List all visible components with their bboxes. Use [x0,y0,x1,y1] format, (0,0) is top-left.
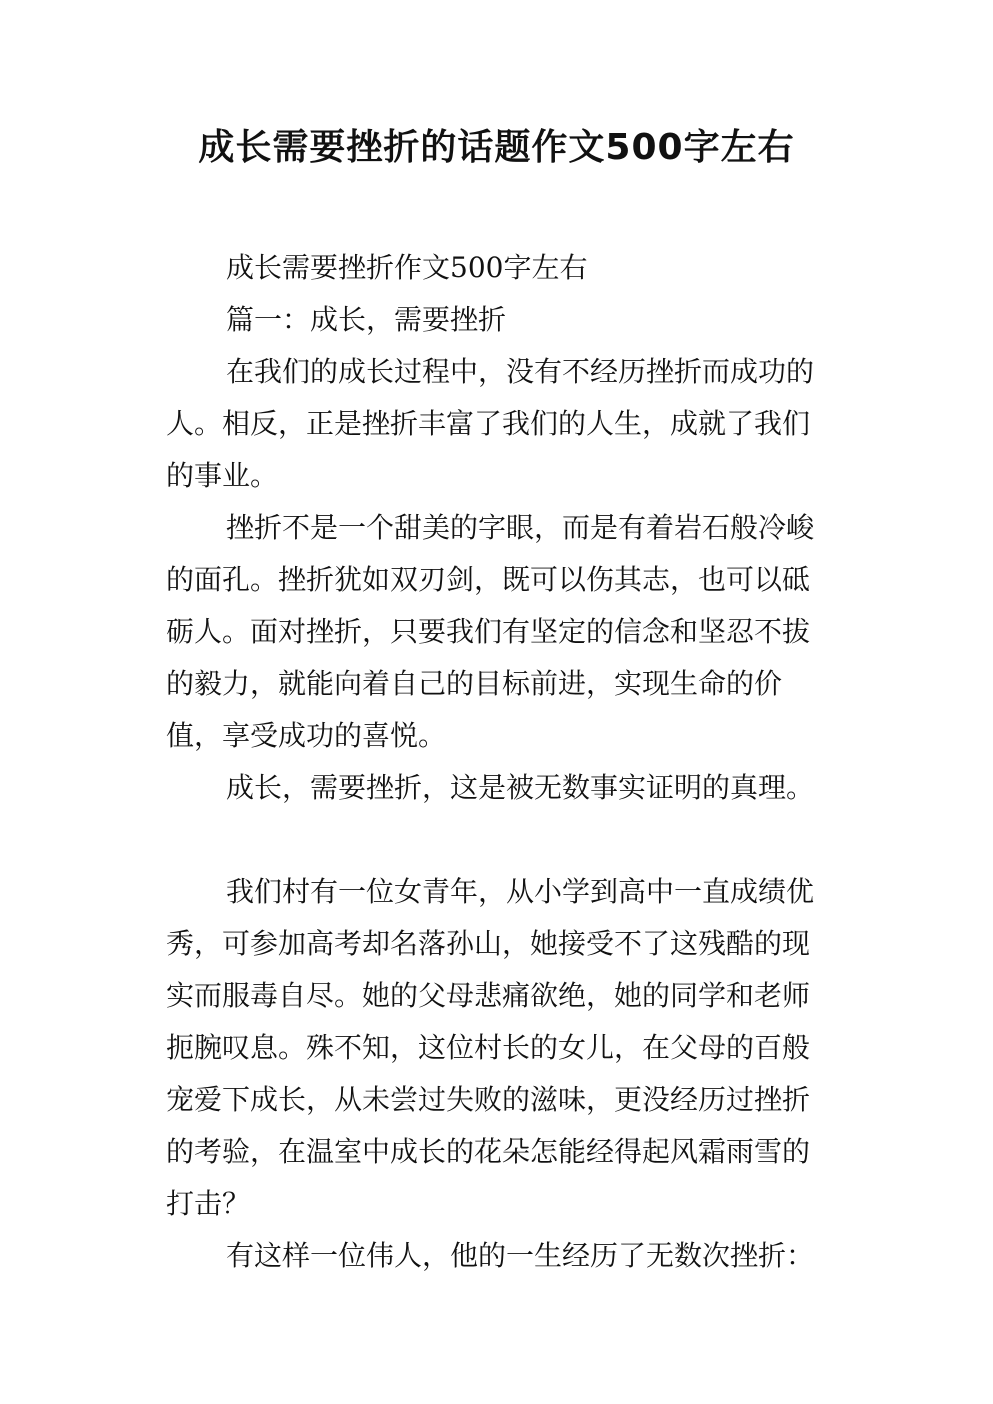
paragraph: 有这样一位伟人，他的一生经历了无数次挫折： [226,1239,815,1272]
section-heading: 篇一：成长，需要挫折 [226,303,507,336]
essay-subtitle: 成长需要挫折作文500字左右 [226,251,588,284]
document-body [166,242,826,1282]
paragraph: 成长，需要挫折，这是被无数事实证明的真理。 [226,771,815,804]
paragraph: 我们村有一位女青年，从小学到高中一直成绩优秀，可参加高考却名落孙山，她接受不了这残酷的现实而服毒自尽。她的父母悲痛欲绝，她的同学和老师扼腕叹息。殊不知，这位村长的女儿，在父母的百般宠爱下成长，从未尝过失败的滋味，更没经历过挫折的考验，在温室中成长的花朵怎能经得起风霜雨雪的打击？ [166,875,815,1220]
document-title: 成长需要挫折的话题作文500字左右 [198,127,795,168]
paragraph: 在我们的成长过程中，没有不经历挫折而成功的人。相反，正是挫折丰富了我们的人生，成就了我们的事业。 [166,355,815,492]
paragraph: 挫折不是一个甜美的字眼，而是有着岩石般冷峻的面孔。挫折犹如双刃剑，既可以伤其志，也可以砥砺人。面对挫折，只要我们有坚定的信念和坚忍不拔的毅力，就能向着自己的目标前进，实现生命的价值，享受成功的喜悦。 [166,511,815,752]
paragraph-spacer [166,814,826,866]
